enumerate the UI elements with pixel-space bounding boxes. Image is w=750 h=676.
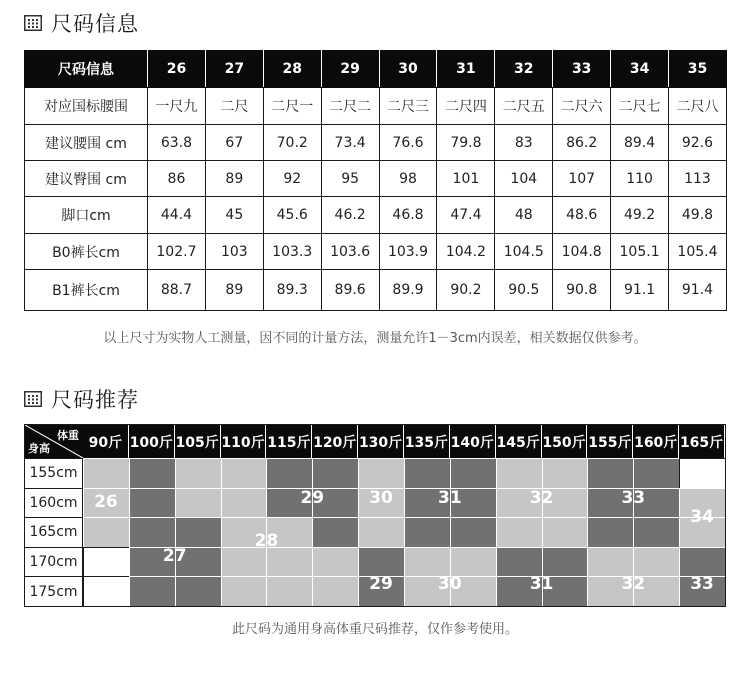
grid-cell xyxy=(358,547,404,577)
size-zone-label: 31 xyxy=(529,573,554,594)
size-row xyxy=(25,234,727,270)
size-col-header: 30 xyxy=(379,51,437,88)
height-label: 175cm xyxy=(25,576,83,606)
size-zone-label: 26 xyxy=(94,492,118,513)
grid-cell xyxy=(266,517,312,547)
size-info-table xyxy=(24,50,727,311)
height-label: 165cm xyxy=(25,517,83,547)
size-value-cell: 89.3 xyxy=(263,270,321,311)
size-row xyxy=(25,88,727,125)
row-label: 脚口cm xyxy=(25,197,148,234)
size-value-cell: 103.3 xyxy=(263,234,321,270)
grid-cell xyxy=(587,576,633,606)
size-value-cell: 49.2 xyxy=(611,197,669,234)
grid-cell xyxy=(496,458,542,488)
size-value-cell: 92 xyxy=(263,161,321,197)
grid-cell xyxy=(404,576,450,606)
size-value-cell: 89.4 xyxy=(611,125,669,161)
size-value-cell: 83 xyxy=(495,125,553,161)
size-value-cell: 86 xyxy=(148,161,206,197)
grid-cell xyxy=(450,458,496,488)
row-label: B0裤长cm xyxy=(25,234,148,270)
size-zone-label: 29 xyxy=(300,487,325,508)
size-zone-label: 33 xyxy=(621,487,646,508)
size-value-cell: 92.6 xyxy=(669,125,727,161)
size-value-cell: 48 xyxy=(495,197,553,234)
grid-cell xyxy=(633,547,679,577)
size-zone-label: 30 xyxy=(369,487,393,508)
weight-header: 130斤 xyxy=(358,425,404,458)
grid-cell xyxy=(587,517,633,547)
size-row xyxy=(25,161,727,197)
size-value-cell: 103.6 xyxy=(321,234,379,270)
size-value-cell: 46.8 xyxy=(379,197,437,234)
grid-cell xyxy=(679,576,725,606)
grid-cell xyxy=(221,488,267,518)
recommend-note: 此尺码为通用身高体重尺码推荐，仅作参考使用。 xyxy=(231,622,518,637)
grid-cell xyxy=(175,458,221,488)
size-value-cell: 90.8 xyxy=(553,270,611,311)
weight-header: 140斤 xyxy=(450,425,496,458)
size-value-cell: 63.8 xyxy=(148,125,206,161)
size-value-cell: 104.5 xyxy=(495,234,553,270)
size-value-cell: 二尺三 xyxy=(379,88,437,125)
grid-cell xyxy=(175,547,221,577)
size-zone-label: 30 xyxy=(438,573,462,594)
size-zone-label: 32 xyxy=(621,573,646,594)
size-zone-label: 31 xyxy=(438,487,462,508)
grid-cell xyxy=(266,488,312,518)
size-value-cell: 110 xyxy=(611,161,669,197)
grid-cell xyxy=(587,458,633,488)
grid-cell xyxy=(542,458,588,488)
grid-cell xyxy=(679,517,725,547)
grid-cell xyxy=(542,576,588,606)
grid-cell xyxy=(679,458,725,488)
size-value-cell: 45 xyxy=(205,197,263,234)
height-label: 170cm xyxy=(25,547,83,577)
corner-height-label: 身高 xyxy=(28,442,50,455)
size-value-cell: 二尺四 xyxy=(437,88,495,125)
size-value-cell: 89 xyxy=(205,270,263,311)
grid-cell xyxy=(312,458,358,488)
grid-cell xyxy=(221,576,267,606)
weight-header: 110斤 xyxy=(221,425,267,458)
size-header-row xyxy=(25,51,727,88)
grid-cell xyxy=(312,517,358,547)
size-value-cell: 105.4 xyxy=(669,234,727,270)
size-zone-label: 29 xyxy=(369,573,393,594)
size-row xyxy=(25,270,727,311)
size-value-cell: 90.5 xyxy=(495,270,553,311)
size-value-cell: 104.2 xyxy=(437,234,495,270)
size-value-cell: 89.6 xyxy=(321,270,379,311)
height-label: 155cm xyxy=(25,458,83,488)
size-zone-label: 27 xyxy=(162,545,187,566)
grid-cell xyxy=(450,576,496,606)
size-zone-label: 34 xyxy=(690,507,714,528)
measurement-note: 以上尺寸为实物人工测量，因不同的计量方法，测量允许1－3cm内误差，相关数据仅供参考。 xyxy=(103,331,647,346)
weight-header: 115斤 xyxy=(266,425,312,458)
grid-cell xyxy=(312,576,358,606)
grid-cell xyxy=(542,547,588,577)
grid-cell xyxy=(221,547,267,577)
grid-cell xyxy=(679,488,725,518)
header-label: 尺码信息 xyxy=(25,51,148,88)
weight-header: 160斤 xyxy=(633,425,679,458)
size-value-cell: 104.8 xyxy=(553,234,611,270)
grid-cell xyxy=(404,458,450,488)
size-value-cell: 二尺六 xyxy=(553,88,611,125)
corner-weight-label: 体重 xyxy=(57,429,79,442)
grid-cell xyxy=(266,547,312,577)
size-value-cell: 49.8 xyxy=(669,197,727,234)
size-col-header: 32 xyxy=(495,51,553,88)
grid-corner xyxy=(25,425,83,458)
grid-cell xyxy=(221,517,267,547)
size-zone-label: 28 xyxy=(254,530,279,551)
size-value-cell: 98 xyxy=(379,161,437,197)
size-zone-label: 33 xyxy=(690,573,714,594)
weight-header: 120斤 xyxy=(312,425,358,458)
size-zone-label: 32 xyxy=(529,487,554,508)
grid-cell xyxy=(266,576,312,606)
size-value-cell: 二尺 xyxy=(205,88,263,125)
grid-cell xyxy=(83,547,129,577)
size-value-cell: 48.6 xyxy=(553,197,611,234)
weight-header: 135斤 xyxy=(404,425,450,458)
size-value-cell: 88.7 xyxy=(148,270,206,311)
grid-cell xyxy=(404,547,450,577)
weight-header: 105斤 xyxy=(175,425,221,458)
grid-cell xyxy=(175,517,221,547)
size-col-header: 31 xyxy=(437,51,495,88)
grid-cell xyxy=(496,576,542,606)
size-value-cell: 89.9 xyxy=(379,270,437,311)
size-value-cell: 二尺一 xyxy=(263,88,321,125)
grid-cell xyxy=(175,576,221,606)
row-label: 对应国标腰围 xyxy=(25,88,148,125)
grid-cell xyxy=(542,488,588,518)
size-recommend-heading xyxy=(24,385,139,413)
size-value-cell: 105.1 xyxy=(611,234,669,270)
size-value-cell: 一尺九 xyxy=(148,88,206,125)
weight-header: 90斤 xyxy=(83,425,129,458)
size-value-cell: 45.6 xyxy=(263,197,321,234)
grid-cell xyxy=(404,488,450,518)
weight-header: 145斤 xyxy=(496,425,542,458)
grid-cell xyxy=(129,576,175,606)
size-value-cell: 70.2 xyxy=(263,125,321,161)
size-value-cell: 101 xyxy=(437,161,495,197)
size-col-header: 26 xyxy=(148,51,206,88)
section-title: 尺码推荐 xyxy=(51,388,139,412)
size-col-header: 27 xyxy=(205,51,263,88)
size-value-cell: 103.9 xyxy=(379,234,437,270)
grid-cell xyxy=(83,488,129,518)
grid-cell xyxy=(633,576,679,606)
size-value-cell: 90.2 xyxy=(437,270,495,311)
size-value-cell: 二尺二 xyxy=(321,88,379,125)
calendar-icon xyxy=(24,391,42,407)
size-col-header: 34 xyxy=(611,51,669,88)
grid-cell xyxy=(450,517,496,547)
size-value-cell: 二尺五 xyxy=(495,88,553,125)
size-value-cell: 79.8 xyxy=(437,125,495,161)
grid-cell xyxy=(175,488,221,518)
size-recommend-grid xyxy=(24,424,726,607)
grid-cell xyxy=(450,547,496,577)
grid-cell xyxy=(587,488,633,518)
grid-cell xyxy=(679,547,725,577)
size-value-cell: 91.1 xyxy=(611,270,669,311)
grid-cell xyxy=(633,458,679,488)
weight-header: 155斤 xyxy=(587,425,633,458)
weight-header: 100斤 xyxy=(129,425,175,458)
size-col-header: 28 xyxy=(263,51,321,88)
size-value-cell: 95 xyxy=(321,161,379,197)
weight-header: 150斤 xyxy=(542,425,588,458)
grid-cell xyxy=(83,458,129,488)
grid-cell xyxy=(312,488,358,518)
calendar-icon xyxy=(24,15,42,31)
grid-cell xyxy=(129,488,175,518)
size-value-cell: 113 xyxy=(669,161,727,197)
row-label: 建议腰围 cm xyxy=(25,125,148,161)
grid-cell xyxy=(358,488,404,518)
grid-cell xyxy=(496,488,542,518)
section-title: 尺码信息 xyxy=(51,12,139,36)
grid-cell xyxy=(129,517,175,547)
row-label: B1裤长cm xyxy=(25,270,148,311)
size-col-header: 29 xyxy=(321,51,379,88)
grid-cell xyxy=(221,458,267,488)
size-value-cell: 86.2 xyxy=(553,125,611,161)
size-value-cell: 76.6 xyxy=(379,125,437,161)
grid-cell xyxy=(633,488,679,518)
grid-cell xyxy=(129,458,175,488)
size-col-header: 35 xyxy=(669,51,727,88)
size-value-cell: 47.4 xyxy=(437,197,495,234)
size-row xyxy=(25,125,727,161)
grid-cell xyxy=(129,547,175,577)
grid-cell xyxy=(587,547,633,577)
grid-cell xyxy=(404,517,450,547)
grid-cell xyxy=(358,517,404,547)
size-value-cell: 91.4 xyxy=(669,270,727,311)
grid-cell xyxy=(496,547,542,577)
size-value-cell: 二尺八 xyxy=(669,88,727,125)
size-value-cell: 102.7 xyxy=(148,234,206,270)
size-value-cell: 46.2 xyxy=(321,197,379,234)
size-info-heading xyxy=(24,9,139,37)
grid-cell xyxy=(496,517,542,547)
size-value-cell: 107 xyxy=(553,161,611,197)
row-label: 建议臀围 cm xyxy=(25,161,148,197)
grid-cell xyxy=(358,576,404,606)
grid-cell xyxy=(312,547,358,577)
grid-cell xyxy=(542,517,588,547)
size-value-cell: 二尺七 xyxy=(611,88,669,125)
grid-cell xyxy=(358,458,404,488)
size-value-cell: 44.4 xyxy=(148,197,206,234)
weight-header: 165斤 xyxy=(679,425,725,458)
grid-cell xyxy=(266,458,312,488)
grid-cell xyxy=(633,517,679,547)
size-value-cell: 104 xyxy=(495,161,553,197)
size-value-cell: 67 xyxy=(205,125,263,161)
height-label: 160cm xyxy=(25,488,83,518)
size-value-cell: 73.4 xyxy=(321,125,379,161)
size-value-cell: 103 xyxy=(205,234,263,270)
size-value-cell: 89 xyxy=(205,161,263,197)
size-row xyxy=(25,197,727,234)
size-col-header: 33 xyxy=(553,51,611,88)
grid-cell xyxy=(450,488,496,518)
grid-cell xyxy=(83,517,129,547)
grid-cell xyxy=(83,576,129,606)
